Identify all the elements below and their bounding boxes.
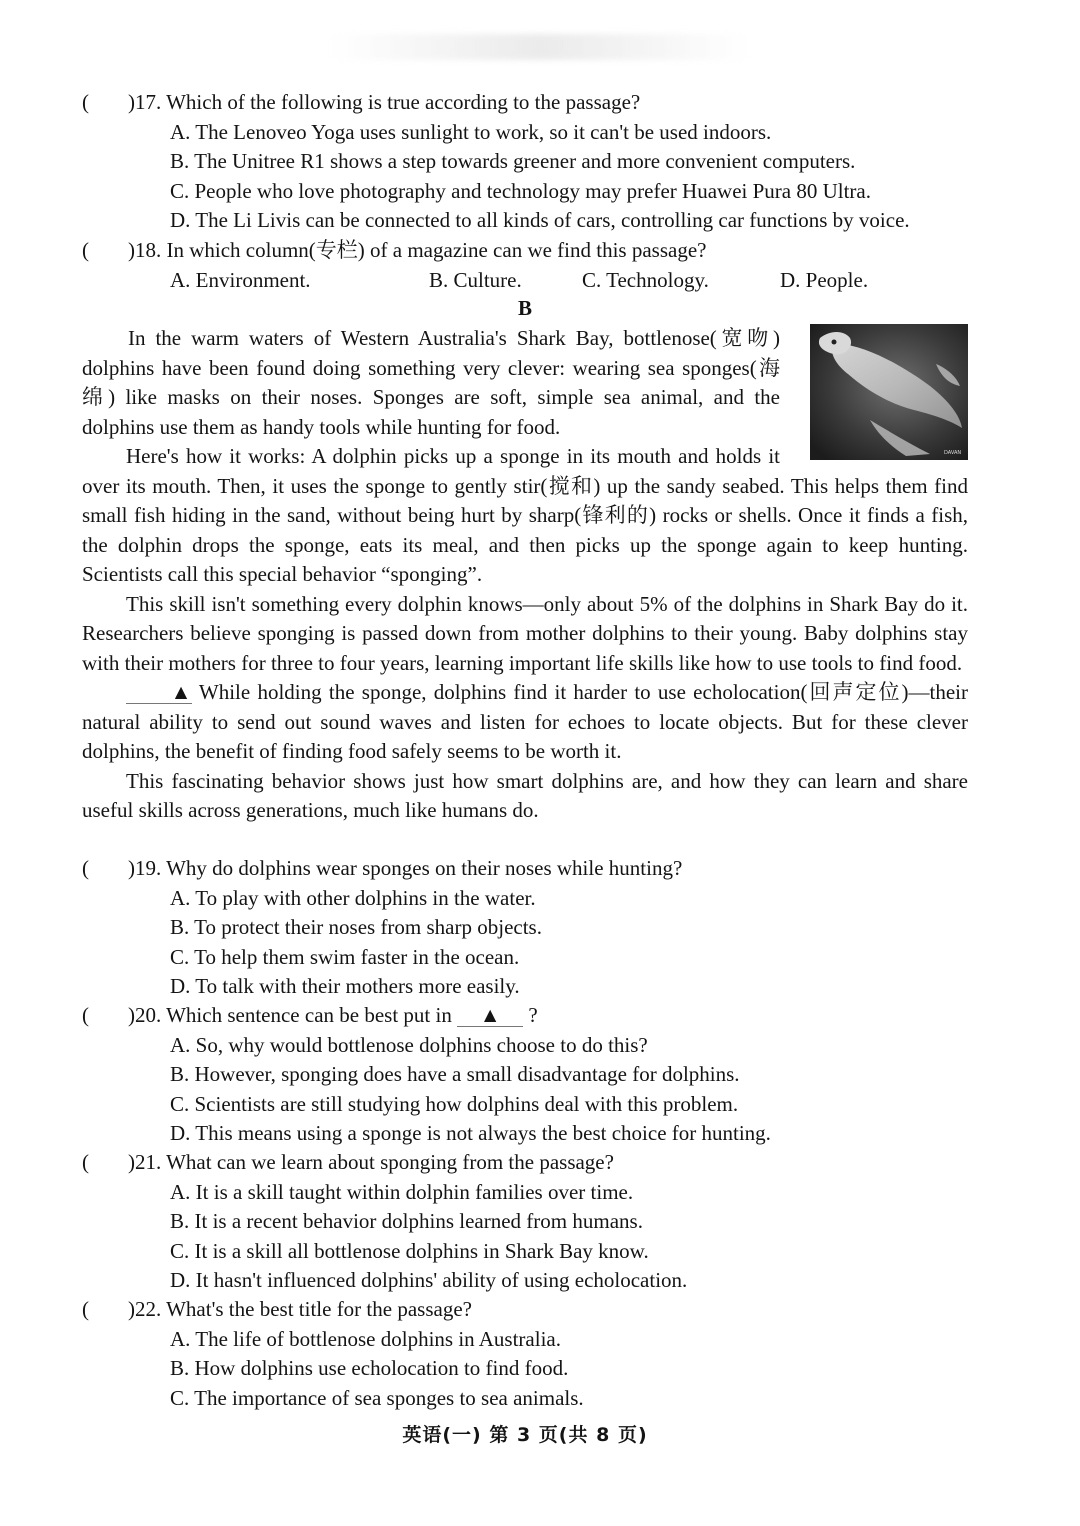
option-b: B. The Unitree R1 shows a step towards greener and more convenient computers. bbox=[170, 149, 856, 173]
question-20 bbox=[82, 1001, 982, 1149]
option-a: A. The life of bottlenose dolphins in Australia. bbox=[170, 1326, 561, 1351]
question-17 bbox=[82, 88, 982, 236]
section-title: B bbox=[517, 296, 532, 320]
paragraph-5: This fascinating behavior shows just how smart dolphins are, and how they can learn and share useful skills across generations, much like humans do. bbox=[82, 768, 968, 822]
reading-passage bbox=[82, 324, 968, 826]
svg-text:DAVAN: DAVAN bbox=[944, 450, 962, 456]
paragraph-1: In the warm waters of Western Australia's Shark Bay, bottlenose(宽吻) dolphins have been found doing something very clever: wearing sea sponges(海绵) like masks on their noses. Sponges are soft, simple sea animal, and the dolphins use them as handy tools while hunting for food. bbox=[82, 326, 780, 439]
question-19 bbox=[82, 854, 982, 1002]
question-stem: ( )17. Which of the following is true according to the passage? bbox=[82, 90, 641, 114]
option-c: C. To help them swim faster in the ocean. bbox=[170, 944, 520, 969]
answer-blank: ▲ bbox=[126, 681, 192, 704]
option-c: C. Scientists are still studying how dolphins deal with this problem. bbox=[170, 1091, 739, 1116]
option-d: D. People. bbox=[780, 267, 869, 292]
paragraph-2: Here's how it works: A dolphin picks up a sponge in its mouth and holds it over its mouth. Then, it uses the sponge to gently stir(搅和) up the sandy seabed. This helps them find small fish hiding in the sand, without being hurt by sharp(锋利的) rocks or shells. Once it finds a fish, the dolphin drops the sponge, eats its meal, and then picks up the sponge again to keep hunting. Scientists call this special behavior “sponging”. bbox=[82, 444, 968, 586]
question-stem: ( )21. What can we learn about sponging from the passage? bbox=[82, 1150, 614, 1174]
option-a: A. The Lenoveo Yoga uses sunlight to work, so it can't be used indoors. bbox=[170, 119, 772, 144]
option-c: C. The importance of sea sponges to sea animals. bbox=[170, 1385, 584, 1410]
option-b: B. To protect their noses from sharp objects. bbox=[170, 915, 542, 939]
answer-blank: ▲ bbox=[457, 1004, 523, 1027]
question-stem: ( )20. Which sentence can be best put in ▲ ? bbox=[82, 1003, 538, 1027]
question-22 bbox=[82, 1295, 982, 1413]
option-a: A. It is a skill taught within dolphin families over time. bbox=[170, 1179, 634, 1204]
option-c: C. Technology. bbox=[582, 267, 709, 292]
option-b: B. How dolphins use echolocation to find food. bbox=[170, 1356, 569, 1380]
question-stem: ( )18. In which column(专栏) of a magazine can we find this passage? bbox=[82, 238, 707, 262]
paragraph-3: This skill isn't something every dolphin knows—only about 5% of the dolphins in Shark Bay do it. Researchers believe sponging is passed down from mother dolphins to their young. Baby dolphins stay with their mothers for three to four years, learning important life skills like how to use tools to find food. bbox=[82, 591, 968, 675]
option-b: B. However, sponging does have a small disadvantage for dolphins. bbox=[170, 1062, 740, 1086]
option-d: D. To talk with their mothers more easily. bbox=[170, 974, 520, 998]
option-a: A. Environment. bbox=[170, 267, 311, 292]
question-stem: ( )22. What's the best title for the passage? bbox=[82, 1297, 472, 1321]
option-d: D. The Li Livis can be connected to all kinds of cars, controlling car functions by voice. bbox=[170, 208, 910, 232]
option-d: D. It hasn't influenced dolphins' ability of using echolocation. bbox=[170, 1268, 688, 1292]
option-b: B. Culture. bbox=[429, 267, 522, 292]
question-21 bbox=[82, 1148, 982, 1296]
page-footer: 英语(一) 第 3 页(共 8 页) bbox=[402, 1424, 648, 1446]
option-c: C. People who love photography and technology may prefer Huawei Pura 80 Ultra. bbox=[170, 178, 871, 203]
option-c: C. It is a skill all bottlenose dolphins in Shark Bay know. bbox=[170, 1238, 649, 1263]
option-a: A. To play with other dolphins in the water. bbox=[170, 885, 536, 910]
question-stem: ( )19. Why do dolphins wear sponges on their noses while hunting? bbox=[82, 856, 683, 880]
option-b: B. It is a recent behavior dolphins learned from humans. bbox=[170, 1209, 643, 1233]
question-18 bbox=[82, 236, 982, 295]
dolphin-photo bbox=[810, 324, 968, 460]
option-d: D. This means using a sponge is not always the best choice for hunting. bbox=[170, 1121, 771, 1145]
dolphin-image bbox=[810, 324, 968, 460]
options-row bbox=[82, 266, 982, 296]
paragraph-4: ▲ While holding the sponge, dolphins find it harder to use echolocation(回声定位)—their natural ability to send out sound waves and listen for echoes to locate objects. But for these clever dolphins, the benefit of finding food safely seems to be worth it. bbox=[82, 680, 968, 763]
faded-header bbox=[330, 34, 750, 60]
option-a: A. So, why would bottlenose dolphins choose to do this? bbox=[170, 1032, 648, 1057]
